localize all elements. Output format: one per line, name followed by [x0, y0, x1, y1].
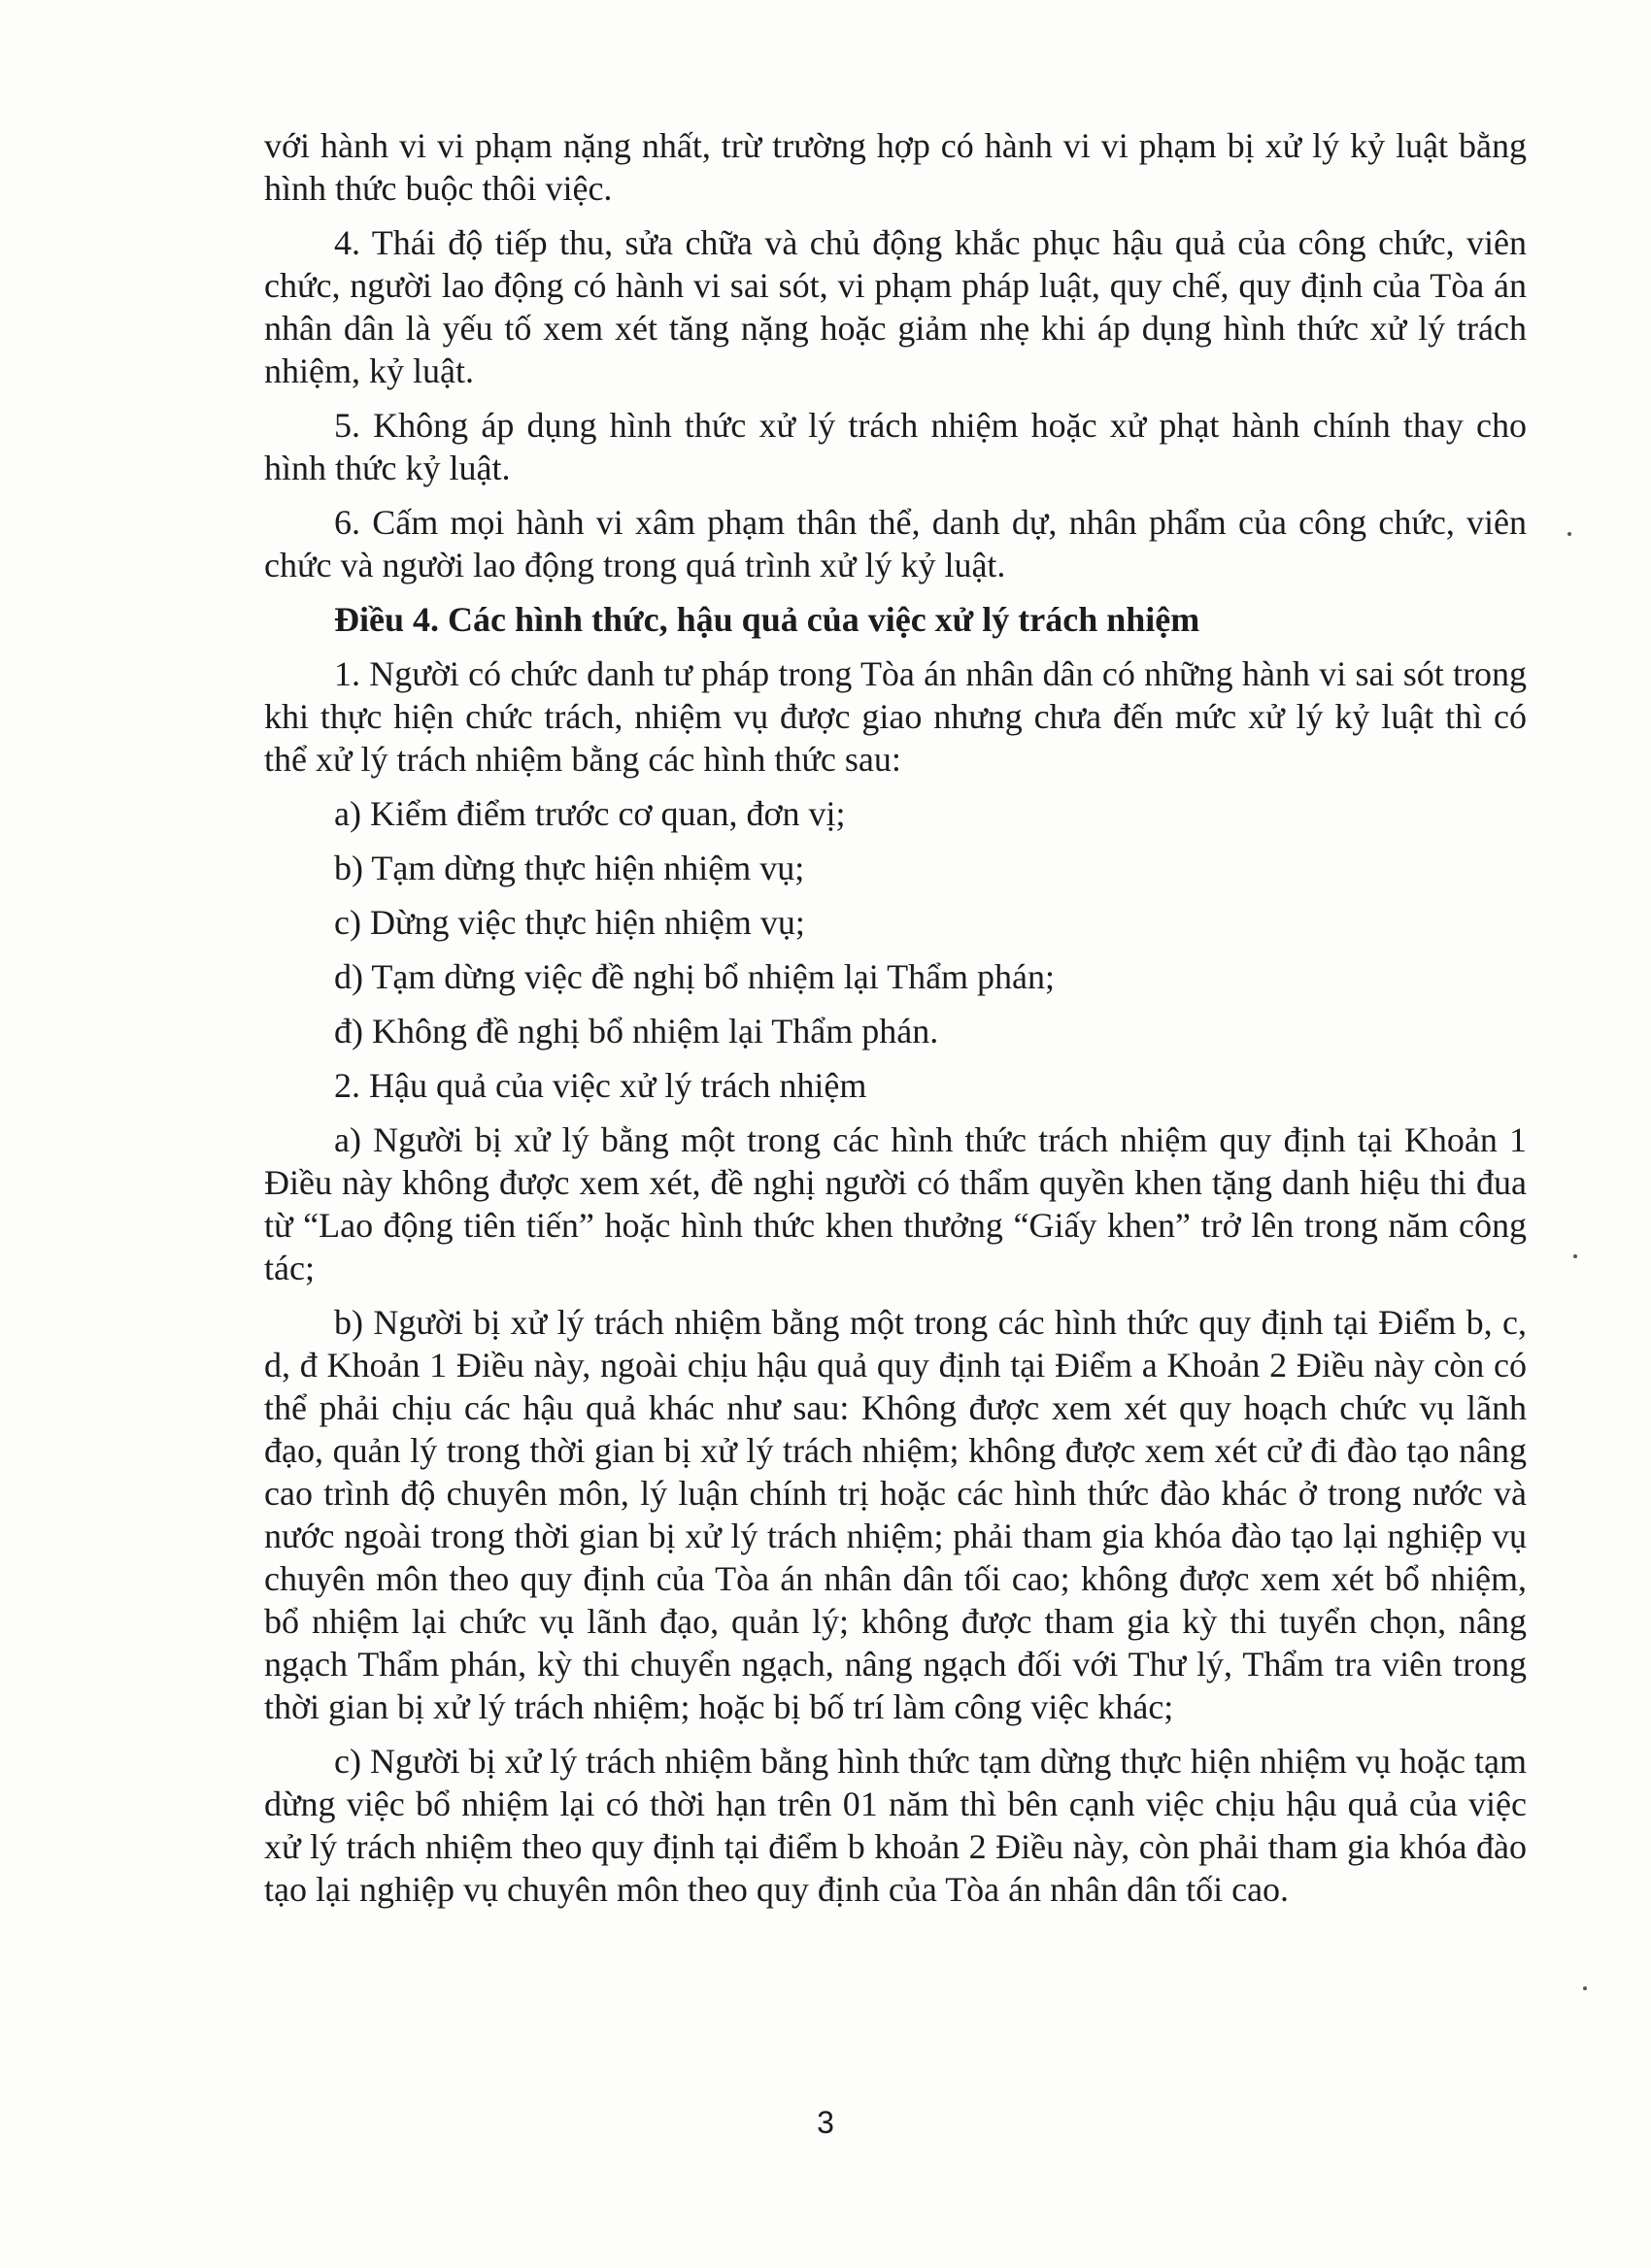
paragraph-article4-clause-2: 2. Hậu quả của việc xử lý trách nhiệm	[334, 1066, 867, 1105]
paragraph-clause-5: 5. Không áp dụng hình thức xử lý trách nhiệm hoặc xử phạt hành chính thay cho hình thức kỷ luật.	[264, 406, 1527, 487]
paragraph-clause-6: 6. Cấm mọi hành vi xâm phạm thân thể, danh dự, nhân phẩm của công chức, viên chức và người lao động trong quá trình xử lý kỷ luật.	[264, 503, 1527, 584]
paragraph-article4-clause-1: 1. Người có chức danh tư pháp trong Tòa án nhân dân có những hành vi sai sót trong khi thực hiện chức trách, nhiệm vụ được giao nhưng chưa đến mức xử lý kỷ luật thì có thể xử lý trách nhiệm bằng các hình thức sau:	[264, 654, 1527, 779]
scan-speck	[1573, 1254, 1577, 1258]
document-page	[264, 124, 1527, 1922]
paragraph-continuation: với hành vi vi phạm nặng nhất, trừ trường hợp có hành vi vi phạm bị xử lý kỷ luật bằng hình thức buộc thôi việc.	[264, 126, 1527, 208]
list-item-b: b) Tạm dừng thực hiện nhiệm vụ;	[334, 849, 805, 887]
scan-speck	[1567, 532, 1571, 536]
scan-speck	[1583, 1986, 1587, 1990]
list-item-c: c) Dừng việc thực hiện nhiệm vụ;	[334, 903, 805, 942]
page-number: 3	[817, 2105, 834, 2140]
list-item-a: a) Kiểm điểm trước cơ quan, đơn vị;	[334, 794, 846, 833]
paragraph-clause-2-c: c) Người bị xử lý trách nhiệm bằng hình thức tạm dừng thực hiện nhiệm vụ hoặc tạm dừng việc bổ nhiệm lại có thời hạn trên 01 năm thì bên cạnh việc chịu hậu quả của việc xử lý trách nhiệm theo quy định tại điểm b khoản 2 Điều này, còn phải tham gia khóa đào tạo lại nghiệp vụ chuyên môn theo quy định của Tòa án nhân dân tối cao.	[264, 1742, 1527, 1909]
paragraph-clause-2-b: b) Người bị xử lý trách nhiệm bằng một trong các hình thức quy định tại Điểm b, c, d, đ Khoản 1 Điều này, ngoài chịu hậu quả quy định tại Điểm a Khoản 2 Điều này còn có thể phải chịu các hậu quả khác như sau: Không được xem xét quy hoạch chức vụ lãnh đạo, quản lý trong thời gian bị xử lý trách nhiệm; không được xem xét cử đi đào tạo nâng cao trình độ chuyên môn, lý luận chính trị hoặc các hình thức đào khác ở trong nước và nước ngoài trong thời gian bị xử lý trách nhiệm; phải tham gia khóa đào tạo lại nghiệp vụ chuyên môn theo quy định của Tòa án nhân dân tối cao; không được xem xét bổ nhiệm, bổ nhiệm lại chức vụ lãnh đạo, quản lý; không được tham gia kỳ thi tuyển chọn, nâng ngạch Thẩm phán, kỳ thi chuyển ngạch, nâng ngạch đối với Thư lý, Thẩm tra viên trong thời gian bị xử lý trách nhiệm; hoặc bị bố trí làm công việc khác;	[264, 1303, 1527, 1726]
article-4-heading: Điều 4. Các hình thức, hậu quả của việc xử lý trách nhiệm	[334, 600, 1200, 639]
list-item-d: d) Tạm dừng việc đề nghị bổ nhiệm lại Thẩm phán;	[334, 957, 1056, 996]
list-item-dd: đ) Không đề nghị bổ nhiệm lại Thẩm phán.	[334, 1012, 939, 1051]
paragraph-clause-2-a: a) Người bị xử lý bằng một trong các hình thức trách nhiệm quy định tại Khoản 1 Điều này không được xem xét, đề nghị người có thẩm quyền khen tặng danh hiệu thi đua từ “Lao động tiên tiến” hoặc hình thức khen thưởng “Giấy khen” trở lên trong năm công tác;	[264, 1120, 1527, 1287]
paragraph-clause-4: 4. Thái độ tiếp thu, sửa chữa và chủ động khắc phục hậu quả của công chức, viên chức, người lao động có hành vi sai sót, vi phạm pháp luật, quy chế, quy định của Tòa án nhân dân là yếu tố xem xét tăng nặng hoặc giảm nhẹ khi áp dụng hình thức xử lý trách nhiệm, kỷ luật.	[264, 223, 1527, 390]
